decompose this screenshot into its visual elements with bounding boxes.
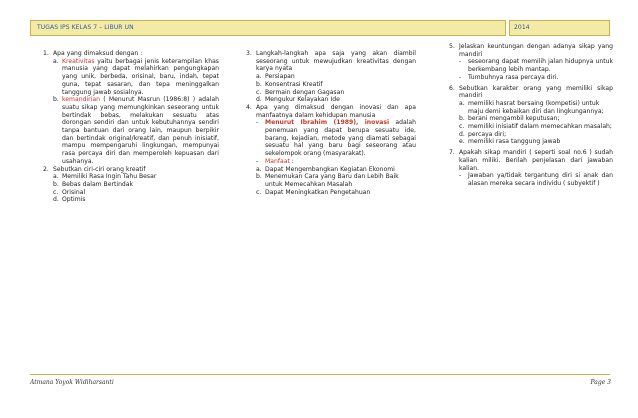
answer-3d — [256, 96, 416, 104]
answer-letter: b. — [459, 115, 465, 123]
question-number: 7. — [449, 149, 455, 157]
footer-page-number: Page 3 — [590, 379, 611, 386]
question-text: Langkah-langkah apa saja yang akan diambil seseorang untuk mewujudkan kreativitas dengan karya nyata — [256, 50, 416, 73]
keyword: Kreativitas — [62, 57, 95, 65]
question-number: 6. — [449, 84, 455, 92]
answer-6e — [459, 138, 613, 146]
answer-7a — [459, 172, 613, 187]
answer-4-benefits — [256, 158, 416, 166]
answer-letter: a. — [53, 173, 59, 181]
answer-2b — [53, 181, 219, 189]
answer-text: berani mengambil keputusan; — [468, 115, 560, 123]
answer-text: Mengukur Kelayakan Ide — [265, 96, 340, 104]
question-5 — [449, 43, 613, 58]
definition: ( Menurut Masrun (1986:8) ) adalah suatu sikap yang memungkinkan seseorang untuk bertindak bebas, melakukan sesuatu atas dorongan sendiri dan untuk kebutuhannya sendiri tanpa bantuan dari orang lain, maupun berpikir dan bertindak original/kreatif, dan penuh inisiatif, mampu mempengaruhi lingkungan, mempunyai rasa percaya diri dan memperoleh kepuasan dari usahanya. — [62, 96, 219, 165]
answer-text: Persiapan — [265, 73, 295, 81]
answer-4-definition — [256, 119, 416, 158]
keyword: Menurut Ibrahim (1989), inovasi — [265, 119, 390, 127]
answer-bullet: - — [256, 119, 259, 127]
footer-divider — [30, 374, 610, 375]
question-text: Apa yang dimaksud dengan inovasi dan apa manfaatnya dalam kehidupan manusia — [256, 103, 416, 119]
answer-3b — [256, 81, 416, 89]
answer-text: Memiliki Rasa Ingin Tahu Besar — [62, 173, 157, 181]
definition: yaitu berbagai jenis keterampilan khas manusia yang dapat melahirkan pengungkapan yang unik, berbeda, orisinal, baru, indah, tepat guna, tepat sasaran, dan tepa meninggalkan tanggung jawab sosialnya. — [62, 57, 219, 96]
answer-6d — [459, 131, 613, 139]
benefit-c — [256, 189, 416, 197]
answer-letter: a. — [459, 99, 465, 107]
answer-5b — [459, 74, 613, 82]
answer-bullet: - — [459, 73, 462, 81]
answer-2a — [53, 173, 219, 181]
benefit-b — [256, 173, 416, 188]
answer-letter: b. — [256, 173, 262, 181]
answer-text — [62, 58, 219, 97]
answer-letter: a. — [256, 165, 262, 173]
answer-1a — [53, 58, 219, 97]
answer-text: Konsentrasi Kreatif — [265, 80, 323, 88]
answer-letter: c. — [53, 188, 59, 196]
answer-text: percaya diri; — [468, 130, 507, 138]
answer-text: Optimis — [62, 196, 86, 204]
answer-letter: b. — [53, 96, 59, 104]
column-1 — [43, 50, 219, 204]
header-year-bar — [509, 20, 610, 36]
answer-text: Dapat Mengembangkan Kegiatan Ekonomi — [265, 165, 395, 173]
answer-6b — [459, 115, 613, 123]
answer-text: Tumbuhnya rasa percaya diri. — [468, 73, 559, 81]
question-6 — [449, 85, 613, 100]
footer-author: Atmana Yoyok Widiharsanti — [30, 379, 114, 386]
answer-letter: b. — [256, 80, 262, 88]
definition: : — [289, 157, 294, 165]
definition: adalah penemuan yang dapat berupa sesuatu ide, barang, kejadian, metode yang diamati sebagai sesuatu hal yang baru bagi seseorang atau sekelompok orang (masyarakat). — [265, 119, 416, 158]
answer-text: Orisinal — [62, 188, 86, 196]
question-number: 3. — [246, 50, 252, 57]
answer-text: seseorang dapat memilih jalan hidupnya untuk berkembang lebih mantap. — [468, 58, 613, 74]
answer-letter: a. — [53, 57, 59, 65]
answer-text — [265, 158, 416, 166]
header-title: TUGAS IPS KELAS 7 – LIBUR UN — [37, 24, 134, 31]
answer-letter: c. — [256, 88, 262, 96]
question-1 — [43, 50, 219, 58]
answer-letter: b. — [53, 180, 59, 188]
answer-letter: c. — [256, 188, 262, 196]
keyword: Manfaat — [265, 157, 290, 165]
answer-text: memiliki rasa tanggung jawab — [468, 138, 561, 146]
question-2 — [43, 166, 219, 174]
answer-5a — [459, 58, 613, 73]
question-text: Sebutkan ciri-ciri orang kreatif — [53, 165, 146, 173]
answer-1b — [53, 96, 219, 165]
answer-text: memiliki hasrat bersaing (kompetisi) untuk maju demi kebaikan diri dan lingkungannya; — [468, 99, 604, 115]
question-text: Apakah sikap mandiri ( seperti soal no.6 ) sudah kalian miliki. Berilah penjelasan dari jawaban kalian. — [459, 149, 613, 172]
answer-3a — [256, 73, 416, 81]
answer-bullet: - — [256, 157, 259, 165]
answer-6a — [459, 100, 613, 115]
answer-text: memiliki inisiatif dalam memecahkan masalah; — [468, 123, 612, 131]
header-title-bar — [30, 20, 506, 36]
answer-6c — [459, 123, 613, 131]
question-number: 1. — [43, 50, 49, 57]
answer-text — [62, 96, 219, 165]
answer-letter: d. — [53, 196, 59, 204]
question-7 — [449, 149, 613, 172]
question-3 — [246, 50, 416, 73]
answer-letter: d. — [256, 96, 262, 104]
answer-letter: a. — [256, 73, 262, 81]
column-3 — [449, 43, 613, 188]
column-2 — [246, 50, 416, 196]
answer-text: Menemukan Cara yang Baru dan Lebih Baik untuk Memecahkan Masalah — [265, 173, 399, 188]
answer-text: Jawaban ya/tidak tergantung diri si anak dan alasan mereka secara individu ( subyektif ) — [468, 172, 613, 187]
answer-2d — [53, 196, 219, 204]
answer-letter: e. — [459, 138, 465, 146]
header-year: 2014 — [514, 24, 530, 31]
answer-text: Bermain dengan Gagasan — [265, 88, 345, 96]
answer-bullet: - — [459, 58, 462, 66]
keyword: kemandirian — [62, 96, 100, 104]
answer-letter: d. — [459, 130, 465, 138]
question-text: Apa yang dimaksud dengan : — [53, 50, 143, 57]
answer-text: Bebas dalam Bertindak — [62, 180, 134, 188]
answer-2c — [53, 189, 219, 197]
answer-text — [265, 119, 416, 158]
question-number: 5. — [449, 43, 455, 50]
answer-3c — [256, 89, 416, 97]
answer-text: Dapat Meningkatkan Pengetahuan — [265, 188, 371, 196]
answer-letter: c. — [459, 123, 465, 131]
question-number: 2. — [43, 165, 49, 173]
benefit-a — [256, 166, 416, 174]
answer-bullet: - — [459, 172, 462, 180]
question-number: 4. — [246, 103, 252, 111]
question-text: Jelaskan keuntungan dengan adanya sikap yang mandiri — [459, 43, 613, 58]
question-4 — [246, 104, 416, 119]
question-text: Sebutkan karakter orang yang memiliki sikap mandiri — [459, 84, 613, 100]
